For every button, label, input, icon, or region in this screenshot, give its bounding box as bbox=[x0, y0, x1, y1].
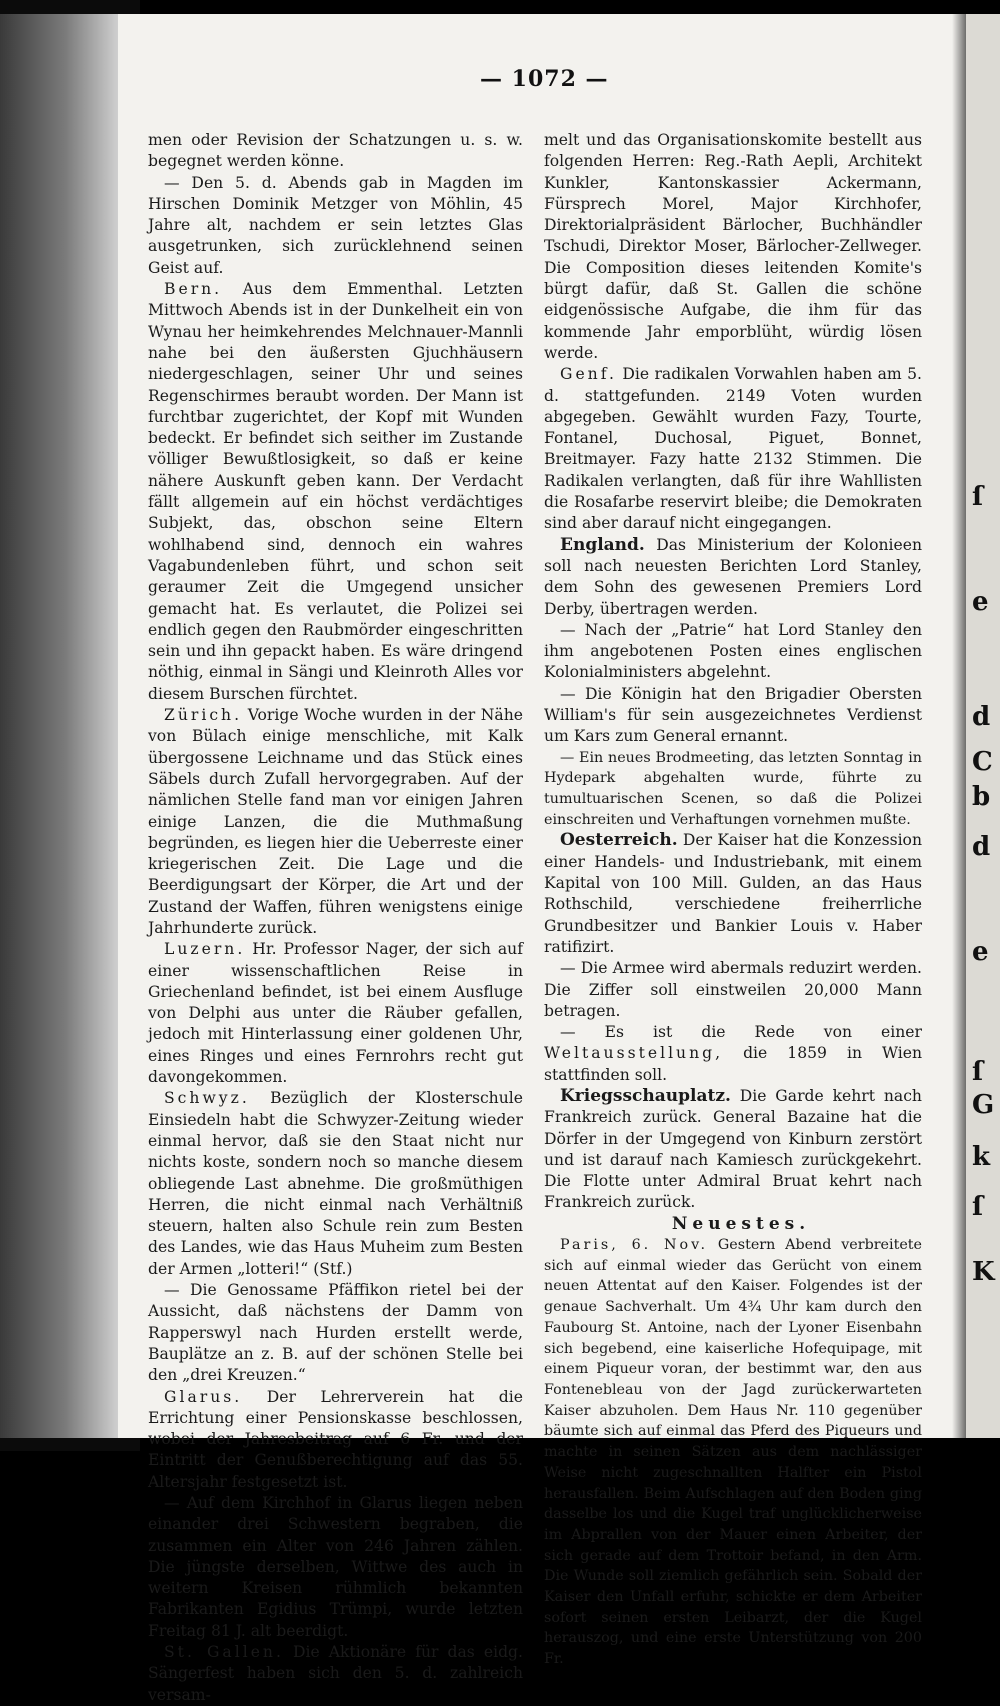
dateline-st-gallen: St. Gallen. bbox=[164, 1643, 284, 1662]
page-number: — 1072 — bbox=[480, 66, 609, 92]
news-item-glarus: Glarus. Der Lehrerverein hat die Errichtung einer Pensionskasse beschlossen, wobei der Jahresbeitrag auf 6 Fr. und der Eintritt der Genußberechtigung auf das 55. Altersjahr festgesetzt ist. bbox=[148, 1387, 523, 1491]
edge-glyph: G bbox=[972, 1090, 995, 1120]
news-item-england: England. Das Ministerium der Kolonieen soll nach neuesten Berichten Lord Stanley, dem Sohn des gewesenen Premiers Lord Derby, übertragen werden. bbox=[544, 534, 922, 618]
news-item-schwyz: Schwyz. Bezüglich der Klosterschule Einsiedeln habt die Schwyzer-Zeitung wieder einmal hervor, daß sie den Staat nicht nur nichts koste, sondern noch so manche diesem obliegende Last abnehme. Die großmüthigen Herren, die nicht einmal nach Verhältniß steuern, halten also Schule rein zum Besten des Landes, wie das Haus Muheim zum Besten der Armen „lotteri!“ (Stf.) bbox=[148, 1089, 523, 1278]
news-item-paris: Paris, 6. Nov. Gestern Abend verbreitete sich auf einmal wieder das Gerücht von einem neuen Attentat auf den Kaiser. Folgendes ist der genaue Sachverhalt. Um 4¾ Uhr kam durch den Faubourg St. Antoine, nach der Lyoner Eisenbahn sich begebend, eine kaiserliche Hofequipage, mit einem Piqueur voran, der bestimmt war, den aus Fontenebleau von der Jagd zurückerwarteten Kaiser abzuholen. Dem Haus Nr. 110 gegenüber bäumte sich auf einmal das Pferd des Piqueurs und machte in seinen Sätzen aus dem nachlässiger Weise nicht zugeschnallten Halfter ein Pistol herausfallen. Beim Aufschlagen auf den Boden ging dasselbe los und die Kugel traf unglücklicherweise im Abprallen von der Mauer einen Arbeiter, der sich gerade auf dem Trottoir befand, in den Arm. Die Wunde soll ziemlich gefährlich sein. Sobald der Kaiser den Unfall erfuhr, schickte er dem Arbeiter sofort seinen ersten Leibarzt, der die Kugel herauszog, und eine erste Unterstützung von 200 Fr. bbox=[544, 1237, 923, 1668]
edge-glyph: K bbox=[972, 1257, 995, 1287]
news-item-zuerich: Zürich. Vorige Woche wurden in der Nähe von Bülach einige menschliche, mit Kalk übergossene Leichname und das Stück eines Säbels durch Zufall hervorgegraben. Auf der nämlichen Stelle fand man vor einigen Jahren einige Lanzen, die die Muthmaßung begründen, es liegen hier die Ueberreste einer kriegerischen Zeit. Die Lage und die Beerdigungsart der Körper, die Art und der Zustand der Waffen, führen wenigstens einige Jahrhunderte zurück. bbox=[148, 706, 523, 937]
dateline-glarus: Glarus. bbox=[164, 1387, 243, 1406]
next-page-edge bbox=[966, 14, 1000, 1438]
news-item-glarus-kirchhof: — Auf dem Kirchhof in Glarus liegen neben einander drei Schwestern begraben, die zusammen ein Alter von 246 Jahren zählen. Die jüngste derselben, Wittwe des auch in weitern Kreisen rühmlich bekannten Fabrikanten Egidius Trümpi, wurde letzten Freitag 81 J. alt beerdigt. bbox=[148, 1494, 523, 1640]
news-item-brodmeeting: — Ein neues Brodmeeting, das letzten Sonntag in Hydepark abgehalten wurde, führte zu tumultuarischen Scenen, so daß die Polizei einschreiten und Verhaftungen vornehmen mußte. bbox=[544, 749, 922, 828]
dateline-luzern: Luzern. bbox=[164, 940, 246, 959]
news-item-genf: Genf. Die radikalen Vorwahlen haben am 5. d. stattgefunden. 2149 Voten wurden abgegeben. Gewählt wurden Fazy, Tourte, Fontanel, Duchosal, Piguet, Bonnet, Breitmayer. Fazy hatte 2132 Stimmen. Die Radikalen verlangten, daß für ihre Wahllisten die Rosafarbe reservirt bleibe; die Demokraten sind aber darauf nicht eingegangen. bbox=[544, 365, 922, 533]
news-item-koenigin: — Die Königin hat den Brigadier Obersten William's für sein ausgezeichnetes Verdienst um Kars zum General ernannt. bbox=[544, 684, 922, 746]
news-item-st-gallen: St. Gallen. Die Aktionäre für das eidg. Sängerfest haben sich den 5. d. zahlreich versam- bbox=[148, 1643, 523, 1704]
news-item-luzern: Luzern. Hr. Professor Nager, der sich auf einer wissenschaftlichen Reise in Griechenland befindet, ist bei einem Ausfluge von Delphi aus unter die Räuber gefallen, jedoch mit Hinterlassung einer goldenen Uhr, eines Ringes und eines Fernrohrs recht gut davongekommen. bbox=[148, 940, 523, 1087]
edge-glyph: e bbox=[972, 587, 989, 617]
dateline-zuerich: Zürich. bbox=[164, 706, 243, 725]
section-kriegsschauplatz: Kriegsschauplatz. bbox=[560, 1085, 731, 1106]
section-heading-neuestes: Neuestes. bbox=[671, 1213, 811, 1234]
news-item-oesterreich: Oesterreich. Der Kaiser hat die Konzession einer Handels- und Industriebank, mit einem Kapital von 100 Mill. Gulden, an das Haus Rothschild, verschiedene freiherrliche Grundbesitzer und Bankier Louis v. Haber ratifizirt. bbox=[544, 830, 922, 956]
edge-glyph: ſ bbox=[972, 482, 984, 512]
left-column bbox=[148, 130, 523, 1706]
facing-page-edge bbox=[0, 14, 118, 1438]
news-item-bern: Bern. Aus dem Emmenthal. Letzten Mittwoch Abends ist in der Dunkelheit ein von Wynau her heimkehrendes Melchnauer-Mannli nahe bei den äußersten Gjuchhäusern niedergeschlagen, seiner Uhr und seines Regenschirmes beraubt worden. Der Mann ist furchtbar zugerichtet, der Kopf mit Wunden bedeckt. Er befindet sich seither im Zustande völliger Bewußtlosigkeit, so daß er keine nähere Auskunft geben kann. Der Verdacht fällt allgemein auf ein höchst verdächtiges Subjekt, das, obschon seine Eltern wohlhabend sind, dennoch ein wahres Vagabundenleben führt, und schon seit geraumer Zeit die Umgegend unsicher gemacht hat. Es verlautet, die Polizei sei endlich gegen den Raubmörder eingeschritten sein und ihn gepackt haben. Es wäre dringend nöthig, einmal in Sängi und Kleinroth Alles vor diesem Burschen fürchtet. bbox=[148, 280, 523, 703]
section-oesterreich: Oesterreich. bbox=[560, 830, 678, 851]
edge-glyph: ſ bbox=[972, 1192, 984, 1222]
dateline-genf: Genf. bbox=[560, 365, 617, 384]
edge-glyph: d bbox=[972, 832, 991, 862]
news-item-weltausstellung: — Es ist die Rede von einer Weltausstellung, die 1859 in Wien stattfinden soll. bbox=[544, 1023, 922, 1084]
dateline-bern: Bern. bbox=[164, 280, 223, 299]
newspaper-page bbox=[118, 14, 966, 1704]
news-item-armee: — Die Armee wird abermals reduzirt werden. Die Ziffer soll einstweilen 20,000 Mann betragen. bbox=[544, 959, 922, 1020]
edge-glyph: b bbox=[972, 782, 991, 812]
edge-glyph: C bbox=[972, 747, 993, 777]
edge-glyph: d bbox=[972, 702, 991, 732]
edge-glyph: e bbox=[972, 937, 989, 967]
news-item-st-gallen-continued: melt und das Organisationskomite bestellt aus folgenden Herren: Reg.-Rath Aepli, Architekt Kunkler, Kantonskassier Ackermann, Fürsprech Morel, Major Kirchhofer, Direktorialpräsident Bärlocher, Buchhändler Tschudi, Direktor Moser, Bärlocher-Zellweger. Die Composition dieses leitenden Komite's bürgt dafür, daß St. Gallen die schöne eidgenössische Aufgabe, die ihm für das kommende Jahr emporblüht, würdig lösen werde. bbox=[544, 131, 922, 362]
section-england: England. bbox=[560, 534, 645, 555]
edge-glyph: k bbox=[972, 1142, 991, 1172]
right-column bbox=[544, 130, 922, 1670]
news-item-pfaeffikon: — Die Genossame Pfäffikon rietel bei der Aussicht, daß nächstens der Damm von Rapperswyl nach Hurden erstellt werde, Bauplätze an z. B. auf der schönen Stelle bei den „drei Kreuzen.“ bbox=[148, 1281, 523, 1385]
article-continuation: men oder Revision der Schatzungen u. s. w. begegnet werden könne. bbox=[148, 131, 523, 171]
news-item-magden: — Den 5. d. Abends gab in Magden im Hirschen Dominik Metzger von Möhlin, 45 Jahre alt, nachdem er sein letztes Glas ausgetrunken, sich zurücklehnend seinen Geist auf. bbox=[148, 173, 523, 277]
dateline-paris: Paris, 6. Nov. bbox=[560, 1237, 709, 1254]
dateline-schwyz: Schwyz. bbox=[164, 1089, 250, 1108]
edge-glyph: ſ bbox=[972, 1057, 984, 1087]
news-item-kriegsschauplatz: Kriegsschauplatz. Die Garde kehrt nach Frankreich zurück. General Bazaine hat die Dörfer in der Umgegend von Kinburn zerstört und ist darauf nach Kamiesch zurückgekehrt. Die Flotte unter Admiral Bruat kehrt nach Frankreich zurück. bbox=[544, 1085, 922, 1212]
news-item-patrie: — Nach der „Patrie“ hat Lord Stanley den ihm angebotenen Posten eines englischen Kolonialministers abgelehnt. bbox=[544, 620, 922, 682]
